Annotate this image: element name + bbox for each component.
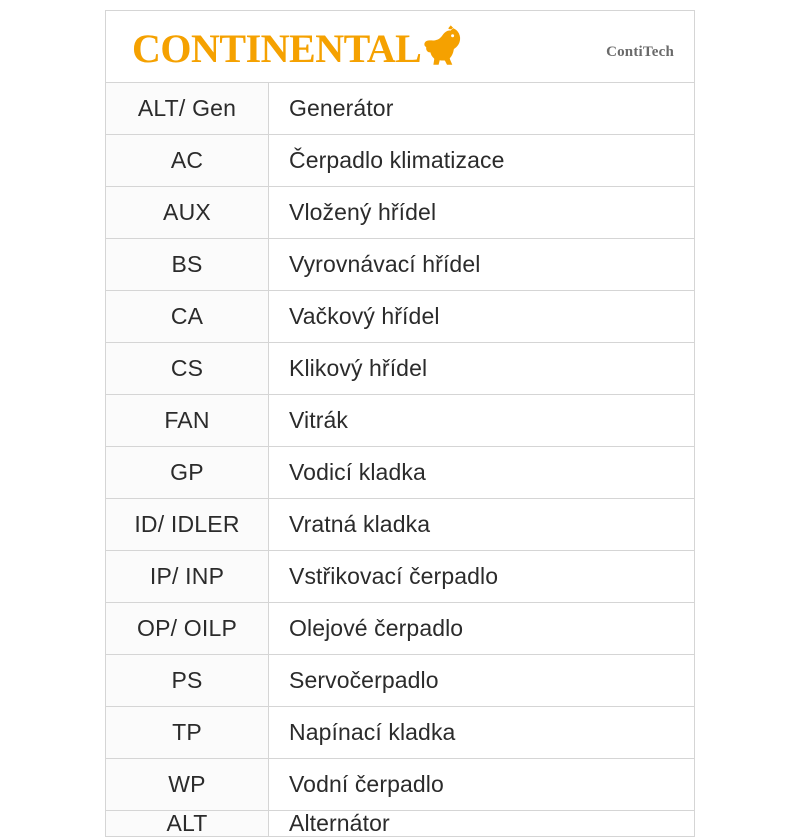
code-cell: TP [106,707,269,758]
description-cell: Vstřikovací čerpadlo [289,563,499,589]
code-cell: PS [106,655,269,706]
description-cell: Čerpadlo klimatizace [289,147,505,173]
table-row [106,135,694,187]
abbreviation-table [105,10,695,837]
code-cell: CS [106,343,269,394]
description-cell: Servočerpadlo [289,667,439,693]
table-row [106,603,694,655]
table-row [106,707,694,759]
table-row [106,395,694,447]
table-row [106,447,694,499]
description-cell: Vložený hřídel [289,199,437,225]
code-cell: ID/ IDLER [106,499,269,550]
description-cell: Generátor [289,95,394,121]
description-cell: Napínací kladka [289,719,456,745]
code-cell: ALT [106,811,269,836]
table-row [106,291,694,343]
table-row [106,187,694,239]
description-cell: Olejové čerpadlo [289,615,464,641]
description-cell: Klikový hřídel [289,355,428,381]
code-cell: OP/ OILP [106,603,269,654]
horse-logo-icon [423,25,465,67]
table-row [106,551,694,603]
code-cell: AC [106,135,269,186]
code-cell: WP [106,759,269,810]
code-cell: ALT/ Gen [106,83,269,134]
description-cell: Vodní čerpadlo [289,771,444,797]
description-cell: Vitrák [289,407,348,433]
description-cell: Alternátor [289,810,390,836]
table-row [106,759,694,811]
code-cell: IP/ INP [106,551,269,602]
code-cell: FAN [106,395,269,446]
continental-logo [132,25,465,69]
brand-header [106,11,694,83]
description-cell: Vačkový hřídel [289,303,440,329]
code-cell: AUX [106,187,269,238]
description-cell: Vratná kladka [289,511,431,537]
brand-name: CONTINENTAL [132,26,422,71]
code-cell: GP [106,447,269,498]
table-row [106,239,694,291]
table-row [106,343,694,395]
code-cell: CA [106,291,269,342]
description-cell: Vyrovnávací hřídel [289,251,481,277]
table-row [106,655,694,707]
table-row [106,811,694,837]
description-cell: Vodicí kladka [289,459,426,485]
table-row [106,499,694,551]
table-row [106,83,694,135]
code-cell: BS [106,239,269,290]
sub-brand-name: ContiTech [606,44,674,60]
